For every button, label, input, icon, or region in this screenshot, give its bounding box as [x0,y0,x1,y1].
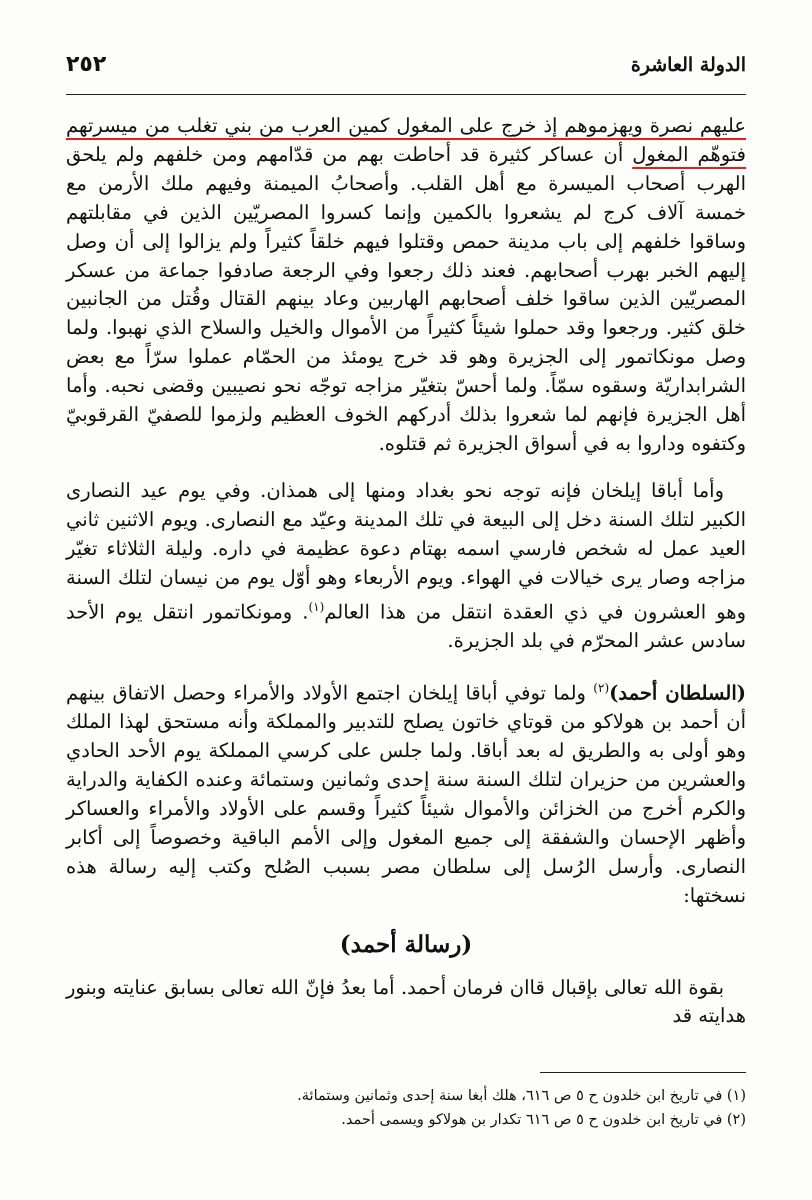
running-title: الدولة العاشرة [630,54,746,76]
page-body [66,112,746,1031]
paragraph-4 [66,974,746,1032]
footnote-1: (١) في تاريخ ابن خلدون ح ٥ ص ٦١٦، هلك أبغا سنة إحدى وثمانين وستمائة. [297,1088,746,1104]
header-rule [66,94,746,95]
paragraph-2-end: . ومونكاتمور انتقل يوم الأحد سادس عشر المحرّم في بلد الجزيرة. [66,600,746,652]
paragraph-4-text: بقوة الله تعالى بإقبال قاان فرمان أحمد. أما بعدُ فإنّ الله تعالى بسابق عنايته وبنور هدايته قد [66,975,746,1028]
paragraph-1-text: أن عساكر كثيرة قد أحاطت بهم من قدّامهم ومن خلفهم ولم يلحق الهرب أصحاب الميسرة مع أهل القلب. وأصحابُ الميمنة وفيهم ملك الأرمن مع خمسة آلاف كرج لم يشعروا بالكمين وإنما كسروا المصريّين الذين في مقابلتهم وساقوا خلفهم إلى باب مدينة حمص وقتلوا فيهم خلقاً كثيراً ولم يزالوا إلى أن وصل إليهم الخبر بهرب أصحابهم. فعند ذلك رجعوا وفي الرجعة صادفوا جماعة من عسكر المصريّين الذين ساقوا خلف أصحابهم الهاربين وعاد بينهم القتال وقُتل من الجانبين خلق كثير. ورجعوا وقد حملوا شيئاً كثيراً من الأموال والخيل والسلاح الذي نهبوا. ولما وصل مونكاتمور إلى الجزيرة وهو قد خرج يومئذ من الحمّام عملوا سرّاً مع بعض الشرابداريّة وسقوه سمّاً. ولما أحسّ بتغيّر مزاجه توجّه نحو نصيبين وقضى نحبه. وأما أهل الجزيرة فإنهم لما شعروا بذلك أدركهم الخوف العظيم ولزموا للصفيّ القرقوبيّ وكتفوه وداروا به في أسواق الجزيرة ثم قتلوه. [66,142,746,455]
footnote-ref-2: (٢) [593,680,610,695]
paragraph-2-text: وأما أباقا إيلخان فإنه توجه نحو بغداد ومنها إلى همذان. وفي يوم عيد النصارى الكبير لتلك السنة دخل إلى البيعة في تلك المدينة وعيّد مع النصارى. ويوم الاثنين ثاني العيد عمل له شخص فارسي اسمه بهتام دعوة عظيمة في داره. وليلة الثلاثاء تغيّر مزاجه وصار يرى خيالات في الهواء. ويوم الأربعاء وهو أوّل يوم من نيسان لتلك السنة وهو العشرون في ذي العقدة انتقل من هذا العالم [66,478,746,623]
footnote-rule [540,1072,746,1073]
letter-title: (رسالة أحمد) [339,930,473,958]
footnotes [66,1084,746,1132]
footnote-ref-1: (١) [308,599,325,614]
highlighted-sentence: عليهم نصرة ويهزموهم إذ خرج على المغول كمين العرب من بني تغلب من ميسرتهم فتوهّم المغول [66,114,746,166]
page-number: ٢٥٢ [66,52,107,77]
paragraph-1 [66,112,746,459]
paragraph-3 [66,674,746,911]
paragraph-3-text: ولما توفي أباقا إيلخان اجتمع الأولاد والأمراء وحصل الاتفاق بينهم أن أحمد بن هولاكو من قوتاي خاتون يصلح للتدبير والمملكة وأنه مستحق لهذا الملك وهو أولى به والطريق له بعد أباقا. ولما جلس على كرسي المملكة يوم الأحد الحادي والعشرين من حزيران لتلك السنة سنة إحدى وثمانين وستمائة وعنده الكفاية والدراية والكرم أخرج من الخزائن والأموال شيئاً كثيراً وقسم على الأولاد والأمراء والعساكر وأظهر الإحسان والشفقة إلى جميع المغول وإلى الأمم الباقية وخصوصاً إلى أكابر النصارى. وأرسل الرُسل إلى سلطان مصر بسبب الصُلح وكتب إليه رسالة هذه نسختها: [66,681,746,907]
section-title: (السلطان أحمد) [609,681,746,705]
page-header [66,52,746,92]
paragraph-2 [66,477,746,656]
footnote-2: (٢) في تاريخ ابن خلدون ح ٥ ص ٦١٦ تكدار بن هولاكو ويسمى أحمد. [341,1112,746,1128]
